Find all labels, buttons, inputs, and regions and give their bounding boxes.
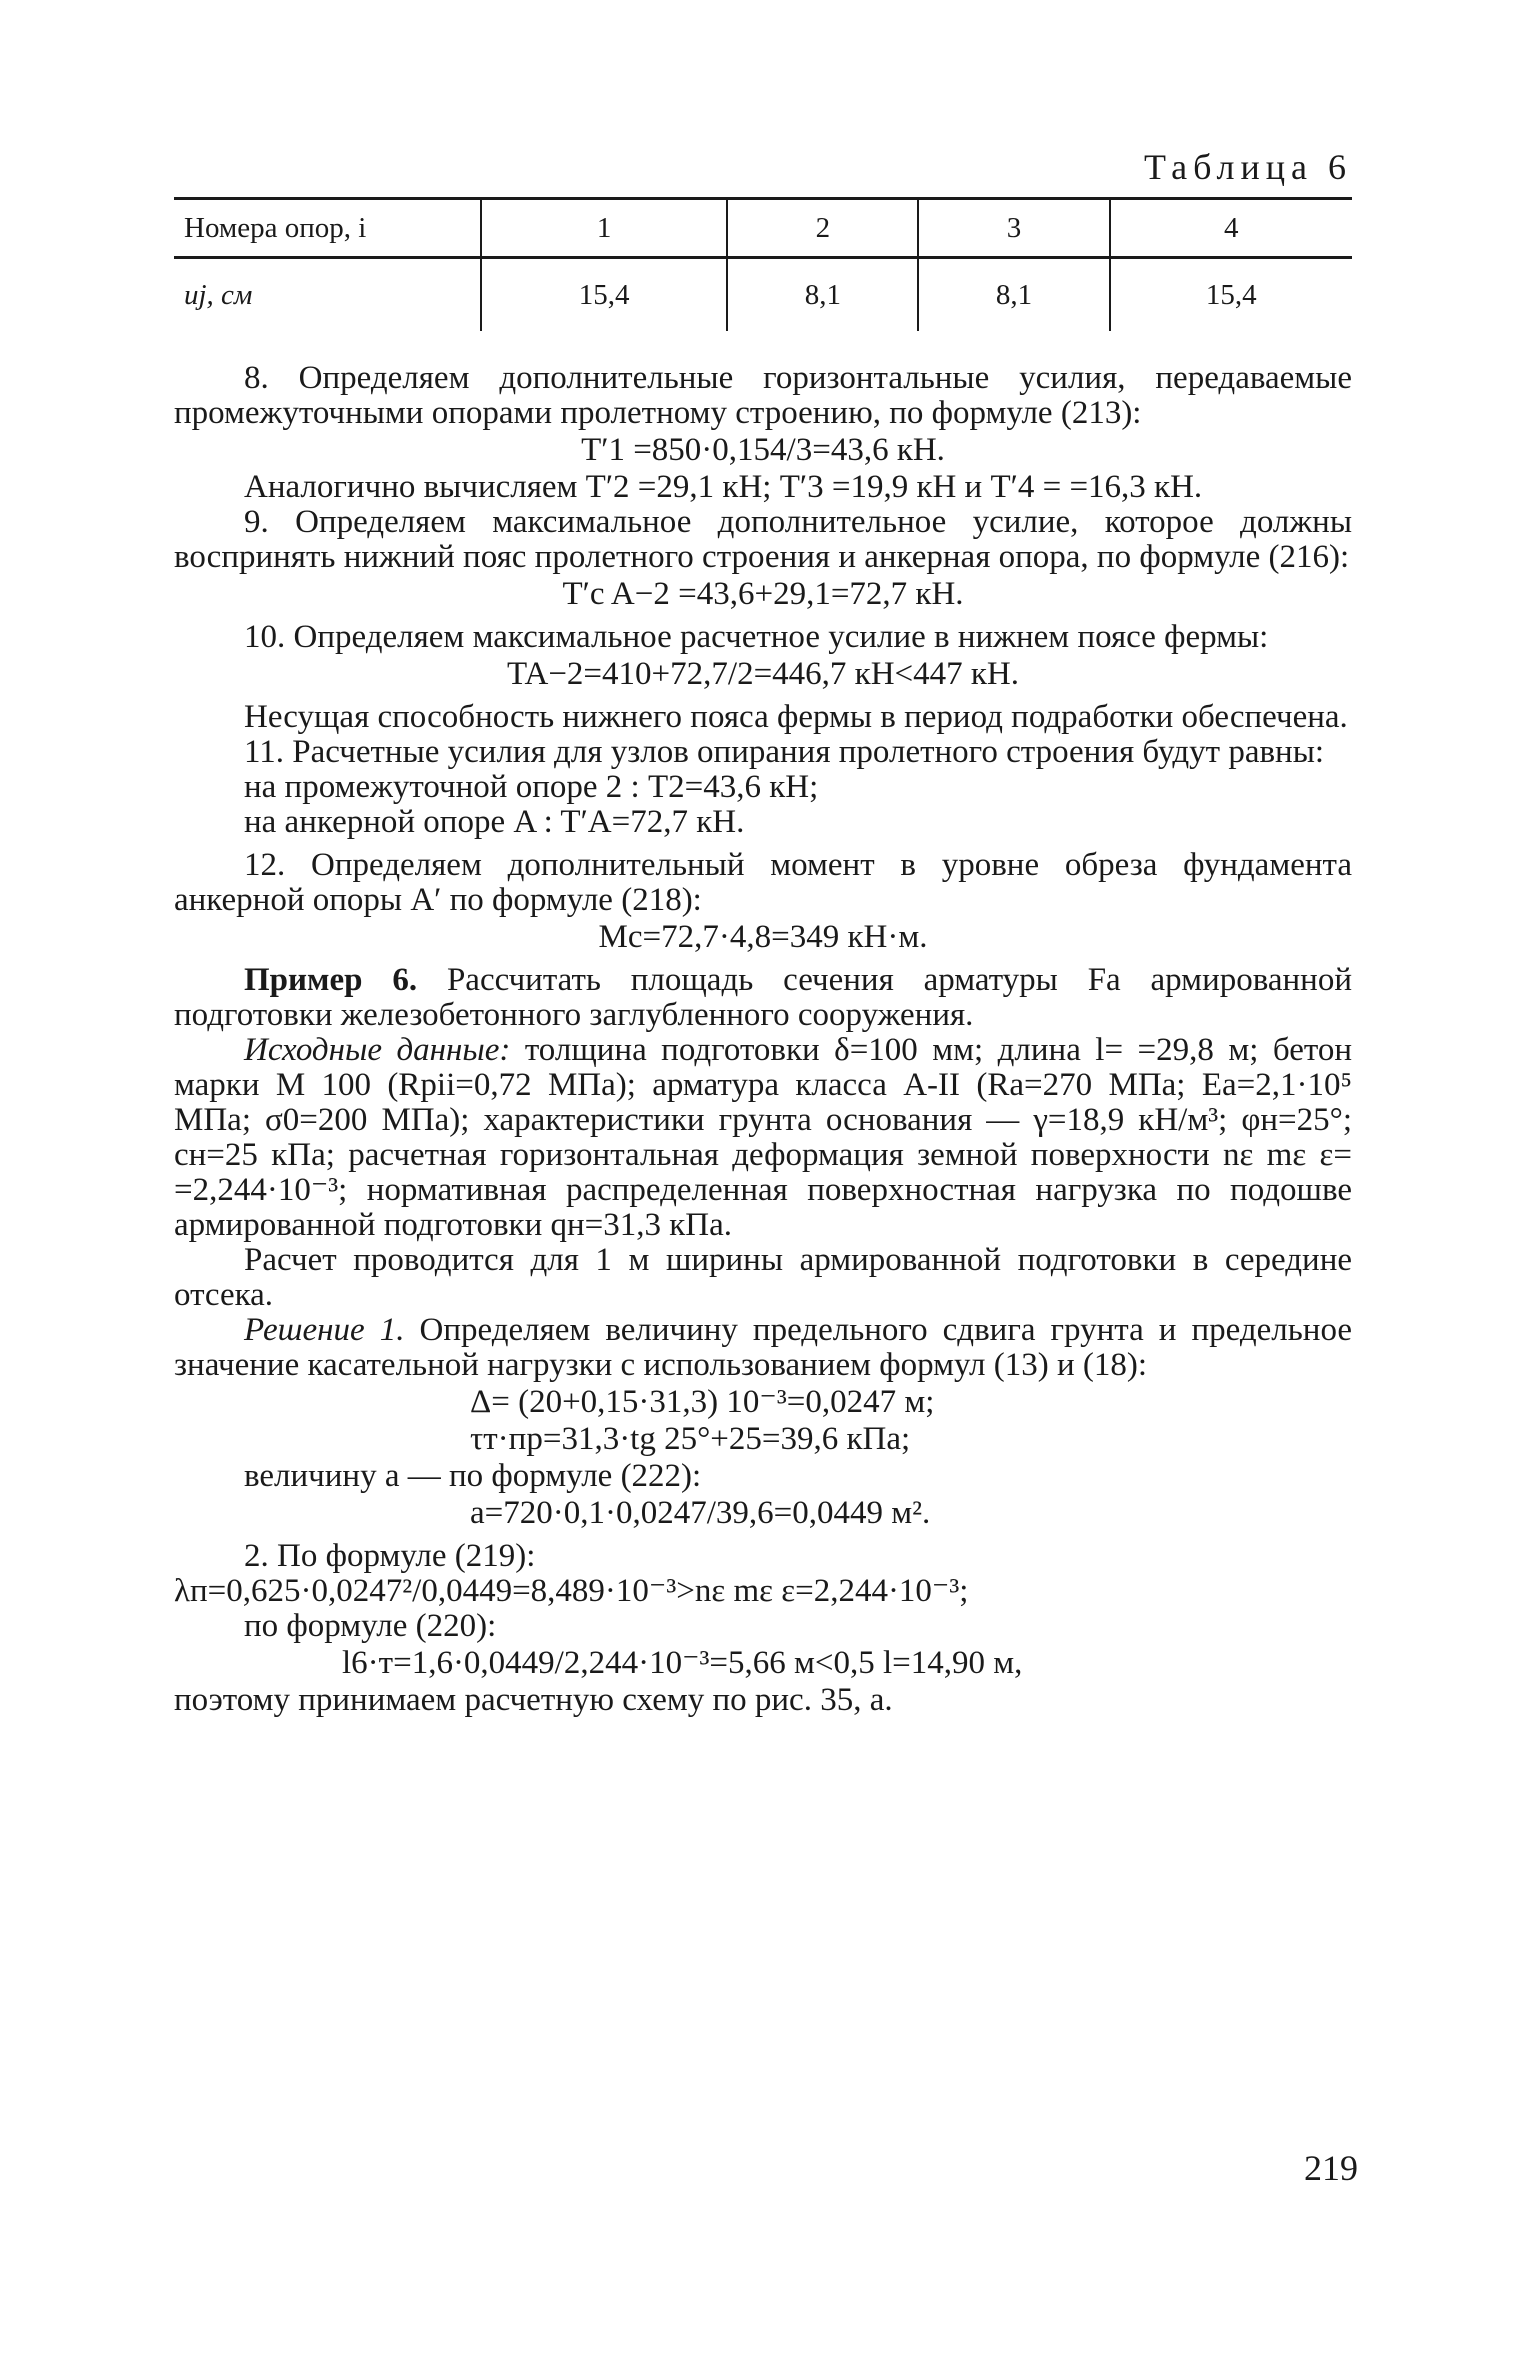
paragraph-11b: на анкерной опоре A : T′A=72,7 кН. [244,804,745,840]
paragraph-9: 9. Определяем максимальное дополнительное усилие, которое должны воспринять нижний пояс пролетного строения и анкерная опора, по формуле (216): [174,504,1352,575]
example-6 [174,963,1352,1033]
table-cell: 8,1 [918,258,1109,332]
formula-220: l6·т=1,6·0,0449/2,244·10⁻³=5,66 м<0,5 l=14,90 м, [342,1645,1023,1681]
page-body [174,147,1353,1718]
source-text: толщина подготовки δ=100 мм; длина l= =29,8 м; бетон марки М 100 (Rpii=0,72 МПа); арматура класса A-II (Ra=270 МПа; Ea=2,1·10⁵ МПа; σ0=200 МПа); характеристики грунта основания — γ=18,9 кН/м³; φн=25°; cн=25 кПа; расчетная горизонтальная деформация земной поверхности nε mε ε= =2,244·10⁻³; нормативная распределенная поверхностная нагрузка по подошве армированной подготовки qн=31,3 кПа. [174,1032,1352,1243]
last-paragraph: поэтому принимаем расчетную схему по рис. 35, a. [174,1682,893,1718]
example-label: Пример 6. [244,962,418,998]
source-label: Исходные данные: [244,1032,511,1068]
table-header-cell: 1 [481,199,727,258]
paragraph-2: 2. По формуле (219): [244,1538,536,1574]
table-cell: 15,4 [1110,258,1352,332]
paragraph-11a: на промежуточной опоре 2 : T2=43,6 кН; [244,769,819,805]
formula-a: a=720·0,1·0,0247/39,6=0,0449 м². [470,1495,931,1531]
table-header-row [174,199,1352,258]
solution-text: Определяем величину предельного сдвига грунта и предельное значение касательной нагрузки с использованием формул (13) и (18): [174,1312,1352,1383]
example-text: Рассчитать площадь сечения арматуры Fa армированной подготовки железобетонного заглубленного сооружения. [174,962,1353,1033]
paragraph-10b: Несущая способность нижнего пояса фермы в период подработки обеспечена. [244,699,1348,735]
table-caption: Таблица 6 [1144,147,1352,187]
paragraph-10: 10. Определяем максимальное расчетное усилие в нижнем поясе фермы: [244,619,1269,655]
formula-lambda: λп=0,625·0,0247²/0,0449=8,489·10⁻³>nε mε ε=2,244·10⁻³; [174,1573,969,1609]
formula-9: T′c A−2 =43,6+29,1=72,7 кН. [562,576,964,612]
table-row [174,258,1352,332]
formula-tau: τт·пр=31,3·tg 25°+25=39,6 кПа; [470,1421,911,1457]
solution-label: Решение 1. [244,1312,405,1348]
source-data [174,1033,1352,1243]
paragraph-a: величину a — по формуле (222): [244,1458,702,1494]
table-header-cell: 2 [727,199,918,258]
table-cell: uj, см [184,278,253,311]
formula-delta: Δ= (20+0,15·31,3) 10⁻³=0,0247 м; [470,1384,935,1420]
paragraph-8b: Аналогично вычисляем T′2 =29,1 кН; T′3 =19,9 кН и T′4 = =16,3 кН. [244,469,1203,505]
table-header-cell: Номера опор, i [174,199,481,258]
formula-8: T′1 =850·0,154/3=43,6 кН. [581,432,945,468]
calc-paragraph: Расчет проводится для 1 м ширины армированной подготовки в середине отсека. [174,1242,1352,1313]
paragraph-12: 12. Определяем дополнительный момент в уровне обреза фундамента анкерной опоры A′ по формуле (218): [174,847,1352,918]
supports-table [174,197,1352,331]
solution-1 [174,1313,1352,1383]
paragraph-8: 8. Определяем дополнительные горизонтальные усилия, передаваемые промежуточными опорами пролетному строению, по формуле (213): [174,360,1352,431]
formula-10: TA−2=410+72,7/2=446,7 кН<447 кН. [506,656,1020,692]
table-header-cell: 3 [918,199,1109,258]
formula-12: Mc=72,7·4,8=349 кН·м. [598,919,928,955]
table-cell: 8,1 [727,258,918,332]
paragraph-220: по формуле (220): [244,1608,497,1644]
table-cell: 15,4 [481,258,727,332]
page-number: 219 [1304,2148,1358,2188]
paragraph-11: 11. Расчетные усилия для узлов опирания пролетного строения будут равны: [244,734,1325,770]
table-header-cell: 4 [1110,199,1352,258]
